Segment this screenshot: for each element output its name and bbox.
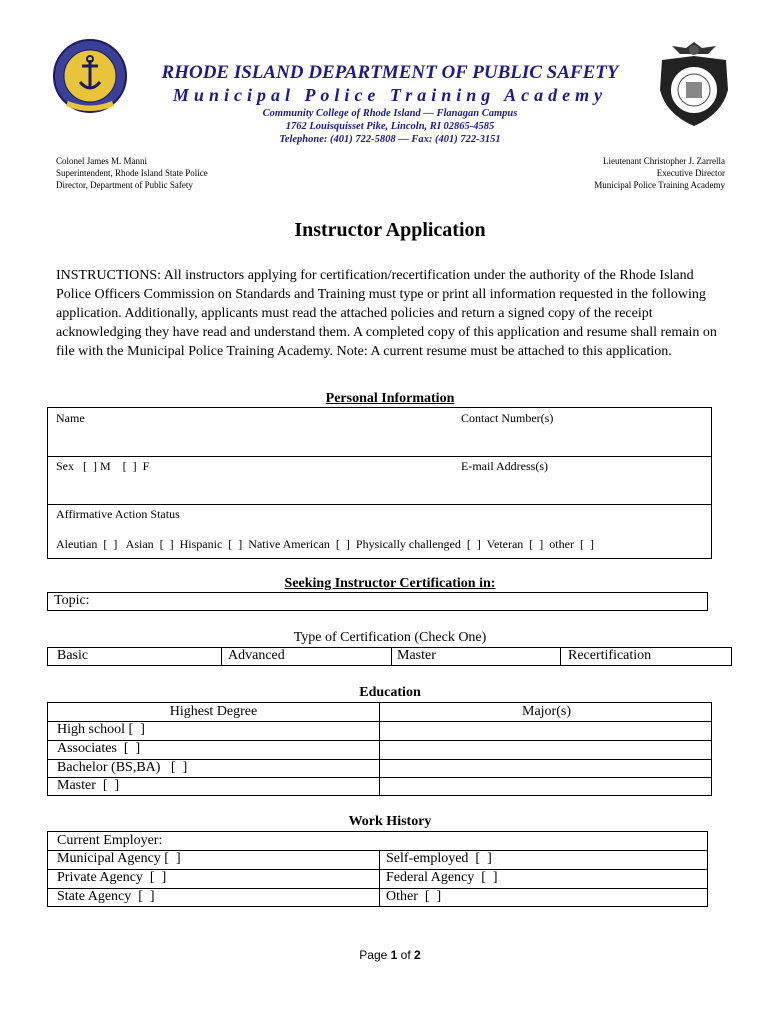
right-official-name: Lieutenant Christopher J. Zarrella xyxy=(603,156,725,166)
email-field-label: E-mail Address(s) xyxy=(461,459,548,473)
work-history-heading: Work History xyxy=(348,814,432,829)
employer-state[interactable]: State Agency [ ] xyxy=(57,889,155,904)
name-input-area[interactable] xyxy=(48,422,448,454)
degree-associates[interactable]: Associates [ ] xyxy=(57,741,141,756)
left-official-role: Director, Department of Public Safety xyxy=(56,180,193,190)
left-official-block xyxy=(56,155,208,191)
department-title: RHODE ISLAND DEPARTMENT OF PUBLIC SAFETY xyxy=(161,62,619,83)
current-employer-label[interactable]: Current Employer: xyxy=(57,833,163,848)
cert-type-advanced[interactable]: Advanced xyxy=(228,648,285,663)
personal-information-box xyxy=(47,407,712,559)
sex-checkbox-row[interactable]: Sex [ ] M [ ] F xyxy=(56,459,150,473)
employer-federal[interactable]: Federal Agency [ ] xyxy=(386,870,498,885)
right-official-role: Municipal Police Training Academy xyxy=(594,180,725,190)
page-total: 2 xyxy=(414,948,421,962)
highest-degree-header: Highest Degree xyxy=(169,704,258,719)
education-heading: Education xyxy=(359,685,421,700)
education-table xyxy=(47,702,712,796)
email-input-area[interactable] xyxy=(458,470,708,502)
employer-other[interactable]: Other [ ] xyxy=(386,889,442,904)
instructions-paragraph: INSTRUCTIONS: All instructors applying for certification/recertification under the authority of the Rhode Island Police Officers Commission on Standards and Training must type or print all information requested in the following application. Additionally, applicants must read the attached policies and return a signed copy of the receipt acknowledging they have read and understand them. A completed copy of this application and resume shall remain on file with the Municipal Police Training Academy. Note: A current resume must be attached to this application. xyxy=(56,268,717,359)
topic-field[interactable] xyxy=(47,592,708,611)
employer-municipal[interactable]: Municipal Agency [ ] xyxy=(57,851,181,866)
name-field-label: Name xyxy=(56,411,85,425)
address-line: 1762 Louisquisset Pike, Lincoln, RI 02865-4585 xyxy=(285,121,495,132)
degree-bachelor[interactable]: Bachelor (BS,BA) [ ] xyxy=(57,760,188,775)
topic-label: Topic: xyxy=(54,593,90,608)
left-official-title: Superintendent, Rhode Island State Police xyxy=(56,168,208,178)
cert-type-basic[interactable]: Basic xyxy=(57,648,89,663)
right-official-block xyxy=(594,155,725,191)
certification-type-heading: Type of Certification (Check One) xyxy=(293,630,487,645)
rhode-island-state-seal xyxy=(52,38,128,114)
seeking-certification-heading: Seeking Instructor Certification in: xyxy=(284,576,496,591)
page-number-footer xyxy=(0,948,770,962)
left-official-name: Colonel James M. Manni xyxy=(56,156,147,166)
affirmative-action-label: Affirmative Action Status xyxy=(56,507,180,521)
document-title: Instructor Application xyxy=(294,219,486,241)
page-word: Page xyxy=(359,948,388,962)
affirmative-action-options[interactable]: Aleutian [ ] Asian [ ] Hispanic [ ] Native American [ ] Physically challenged [ ] Veteran [ ] other [ ] xyxy=(56,537,594,551)
academy-subtitle: Municipal Police Training Academy xyxy=(172,85,608,105)
page-current: 1 xyxy=(390,948,398,962)
work-history-table xyxy=(47,831,708,907)
employer-self-employed[interactable]: Self-employed [ ] xyxy=(386,851,492,866)
cert-type-master[interactable]: Master xyxy=(397,648,436,663)
certification-type-row xyxy=(47,647,732,666)
of-word: of xyxy=(400,948,411,962)
campus-line: Community College of Rhode Island — Flanagan Campus xyxy=(262,108,518,119)
right-official-title: Executive Director xyxy=(656,168,725,178)
contact-number-label: Contact Number(s) xyxy=(461,411,554,425)
personal-information-heading: Personal Information xyxy=(325,391,455,406)
majors-header: Major(s) xyxy=(522,704,571,719)
degree-high-school[interactable]: High school [ ] xyxy=(57,722,145,737)
police-academy-badge xyxy=(652,38,736,128)
phone-line: Telephone: (401) 722-5808 — Fax: (401) 722-3151 xyxy=(279,134,501,145)
degree-master[interactable]: Master [ ] xyxy=(57,778,120,793)
contact-input-area[interactable] xyxy=(458,422,708,454)
employer-private[interactable]: Private Agency [ ] xyxy=(57,870,167,885)
cert-type-recertification[interactable]: Recertification xyxy=(568,648,652,663)
